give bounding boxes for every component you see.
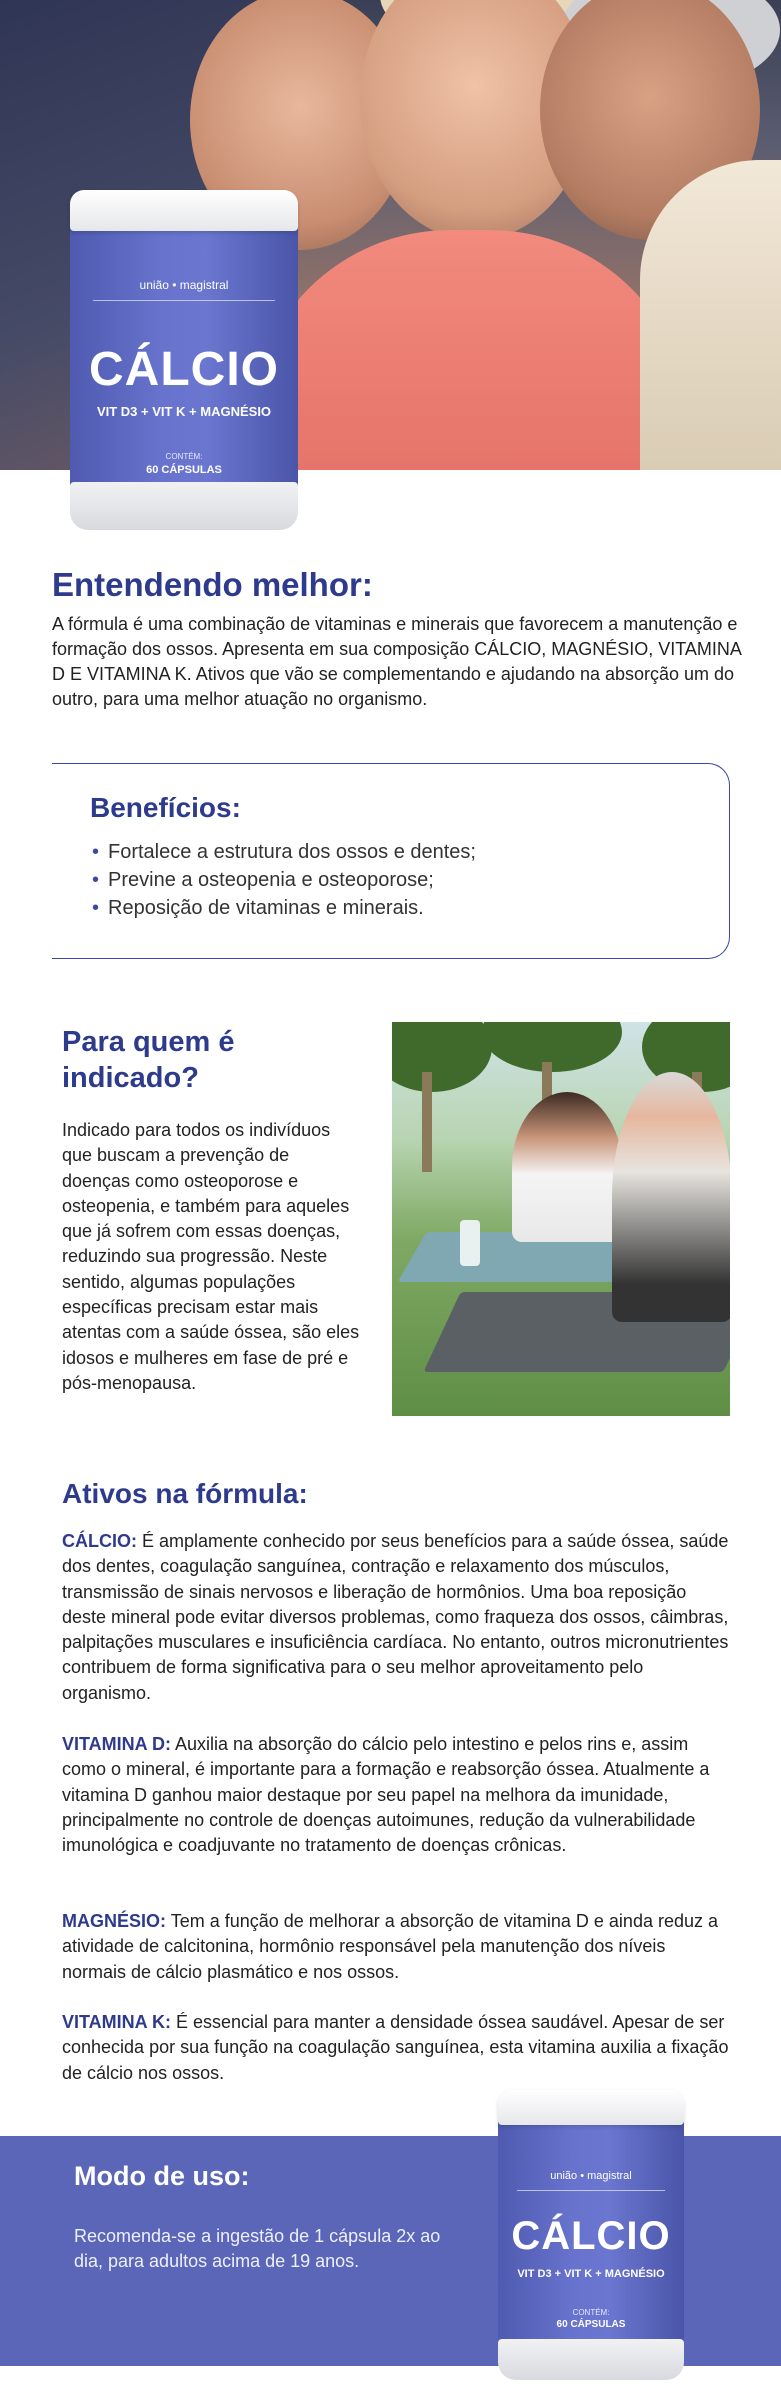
para-quem-title: Para quem é indicado? xyxy=(62,1026,235,1094)
person-young-woman xyxy=(512,1092,622,1242)
jar-lid xyxy=(498,2090,684,2125)
ativo-label: VITAMINA K: xyxy=(62,2012,171,2032)
jar-brand: união • magistral xyxy=(139,278,229,292)
jar-quantity: 60 CÁPSULAS xyxy=(556,2319,626,2330)
beneficio-item: • Fortalece a estrutura dos ossos e dentes; xyxy=(92,838,476,866)
ativo-label: MAGNÉSIO: xyxy=(62,1911,167,1931)
jar-contains-label: CONTÉM: xyxy=(572,2308,610,2317)
ativo-label: CÁLCIO: xyxy=(62,1531,137,1551)
entendendo-text: A fórmula é uma combinação de vitaminas e minerais que favorecem a manutenção e formação dos ossos. Apresenta em sua composição CÁLCIO, MAGNÉSIO, VITAMINA D E VITAMINA K. Ativos que vão se complementando e ajudando na absorção um do outro, para uma melhor atuação no organismo. xyxy=(52,614,741,709)
photo-tree xyxy=(482,1022,622,1072)
ativo-magnesio xyxy=(62,1909,734,1985)
ativo-text: Tem a função de melhorar a absorção de vitamina D e ainda reduz a atividade de calcitonina, hormônio responsável pela manutenção dos níveis normais de cálcio plasmático e nos ossos. xyxy=(62,1911,719,1982)
jar-contains-label: CONTÉM: xyxy=(165,452,203,461)
jar-base xyxy=(498,2339,684,2380)
ativo-text: Auxilia na absorção do cálcio pelo intestino e pelos rins e, assim como o mineral, é importante para a formação e reabsorção óssea. Atualmente a vitamina D ganhou maior destaque por seu papel na melhora da imunidade, principalmente no controle de doenças autoimunes, redução da vulnerabilidade imunológica e coadjuvante no tratamento de doenças crônicas. xyxy=(62,1734,710,1856)
jar-brand: união • magistral xyxy=(550,2170,632,2182)
hero-person-shirt xyxy=(250,230,690,470)
product-jar xyxy=(70,190,298,530)
ativo-calcio xyxy=(62,1529,734,1706)
jar-product-name: CÁLCIO xyxy=(511,2214,671,2258)
photo-tree xyxy=(392,1022,492,1092)
ativo-vitamina-k xyxy=(62,2010,734,2086)
jar-lid xyxy=(70,190,298,231)
ativo-label: VITAMINA D: xyxy=(62,1734,171,1754)
ativos-title: Ativos na fórmula: xyxy=(62,1478,308,1509)
product-jar xyxy=(498,2090,684,2380)
ativo-text: É amplamente conhecido por seus benefícios para a saúde óssea, saúde dos dentes, coagulação sanguínea, contração e relaxamento dos músculos, transmissão de sinais nervosos e liberação de hormônios. Uma boa reposição deste mineral pode evitar diversos problemas, como fraqueza dos ossos, câimbras, palpitações musculares e insuficiência cardíaca. No entanto, outros micronutrientes contribuem de forma significativa para o seu melhor aproveitamento pelo organismo. xyxy=(62,1531,729,1703)
jar-divider xyxy=(517,2190,666,2191)
photo-tree-trunk xyxy=(422,1072,432,1172)
yoga-photo xyxy=(392,1022,730,1416)
modo-uso-text: Recomenda-se a ingestão de 1 cápsula 2x ao dia, para adultos acima de 19 anos. xyxy=(74,2226,441,2271)
person-older-woman xyxy=(612,1072,730,1322)
jar-base xyxy=(70,482,298,530)
modo-uso-title: Modo de uso: xyxy=(74,2161,250,2191)
entendendo-title: Entendendo melhor: xyxy=(52,566,373,603)
beneficios-title: Benefícios: xyxy=(90,792,241,823)
jar-product-name: CÁLCIO xyxy=(89,343,279,396)
beneficio-item: • Previne a osteopenia e osteoporose; xyxy=(92,866,476,894)
jar-subtitle: VIT D3 + VIT K + MAGNÉSIO xyxy=(96,404,272,419)
jar-subtitle: VIT D3 + VIT K + MAGNÉSIO xyxy=(517,2268,665,2280)
beneficios-list xyxy=(92,838,476,922)
jar-divider xyxy=(93,300,275,301)
ativo-text: É essencial para manter a densidade óssea saudável. Apesar de ser conhecida por sua função na coagulação sanguínea, esta vitamina auxilia a fixação de cálcio nos ossos. xyxy=(62,2012,729,2083)
ativo-vitamina-d xyxy=(62,1732,734,1858)
beneficio-item: • Reposição de vitaminas e minerais. xyxy=(92,894,476,922)
jar-quantity: 60 CÁPSULAS xyxy=(146,464,222,476)
water-bottle xyxy=(460,1220,480,1266)
para-quem-text: Indicado para todos os indivíduos que buscam a prevenção de doenças como osteoporose e osteopenia, e também para aqueles que já sofrem com essas doenças, reduzindo sua progressão. Neste sentido, algumas populações específicas precisam estar mais atentas com a saúde óssea, são eles idosos e mulheres em fase de pré e pós-menopausa. xyxy=(62,1120,360,1393)
